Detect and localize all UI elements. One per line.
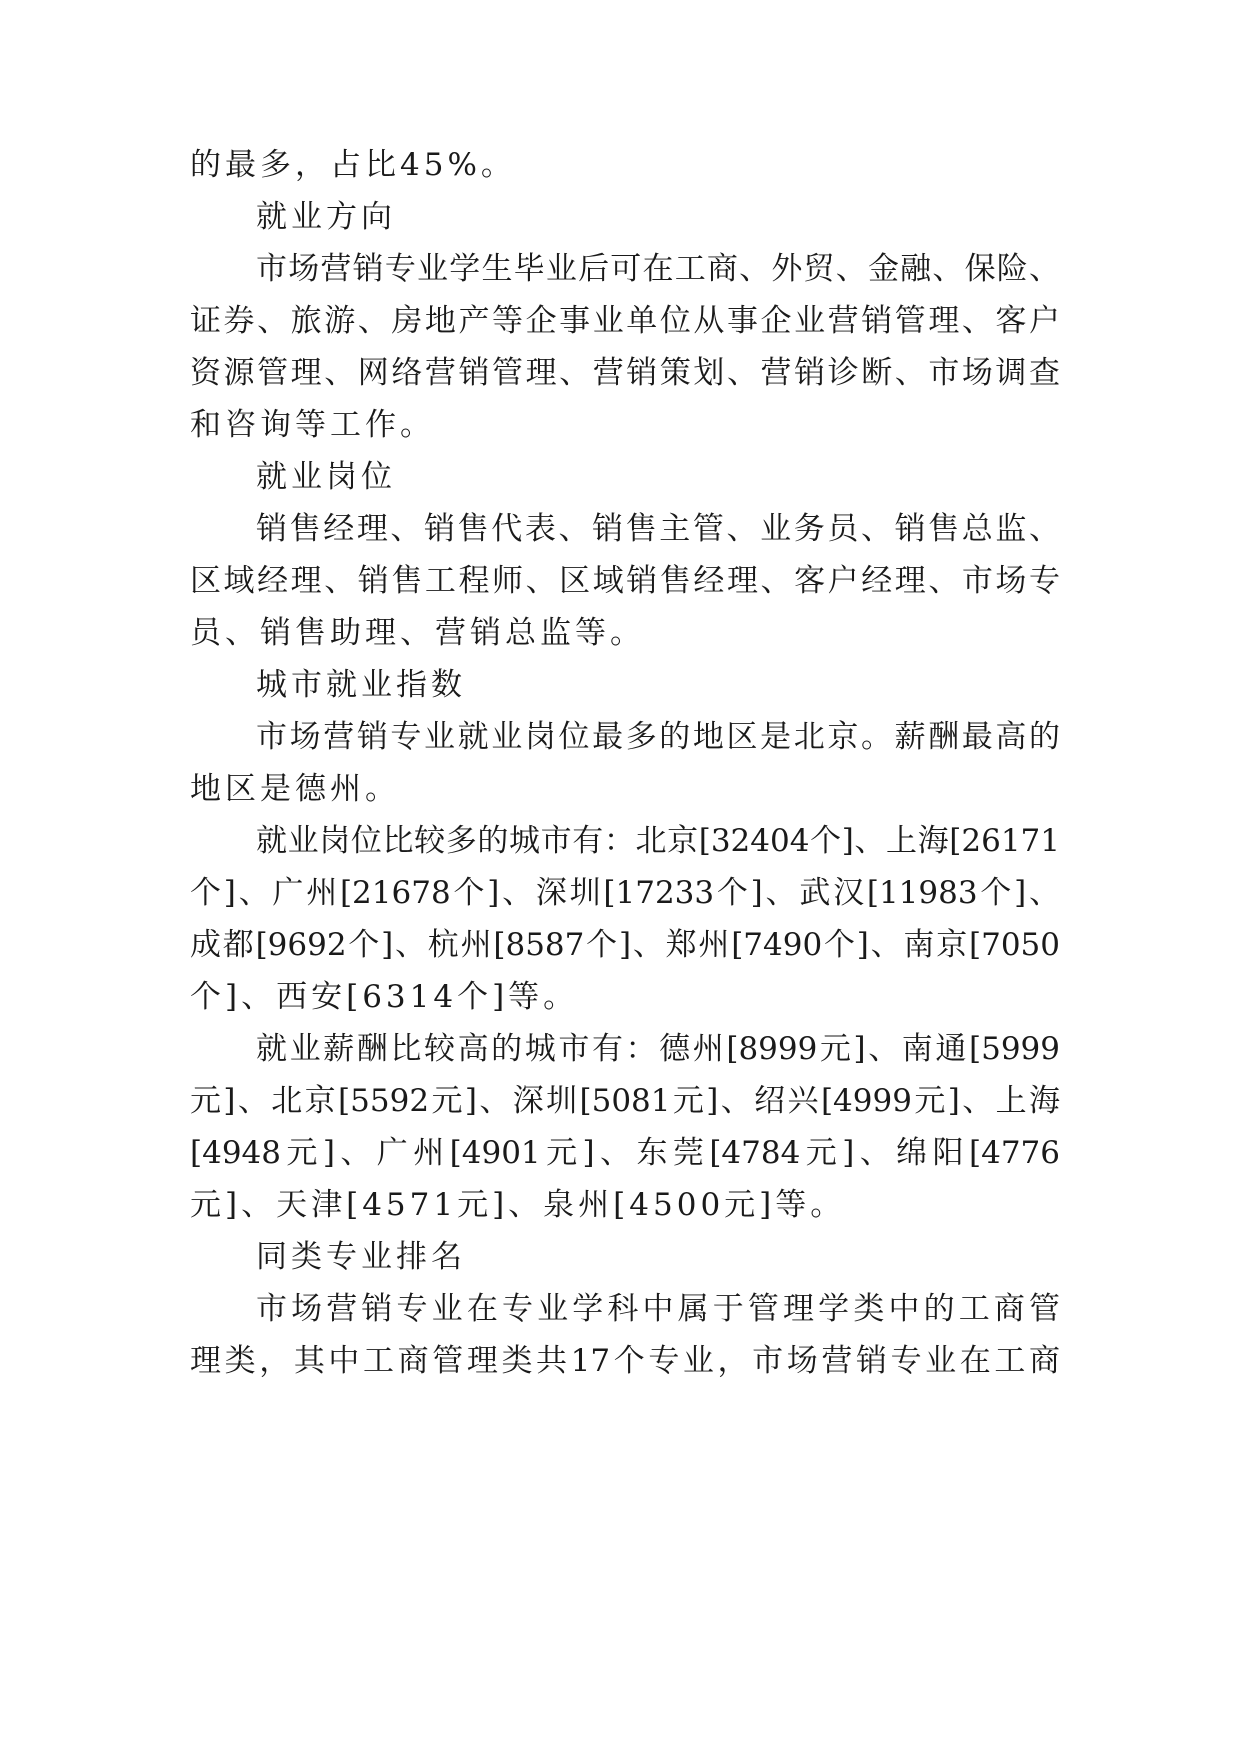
paragraph-line: 区域经理、销售工程师、区域销售经理、客户经理、市场专 [190, 563, 1060, 599]
paragraph-line: 销售经理、销售代表、销售主管、业务员、销售总监、 [256, 511, 1060, 547]
section-heading: 就业岗位 [256, 459, 396, 495]
paragraph-line: 证券、旅游、房地产等企事业单位从事企业营销管理、客户 [190, 303, 1060, 339]
paragraph-line: 市场营销专业就业岗位最多的地区是北京。薪酬最高的 [256, 719, 1060, 755]
paragraph-line: 地区是德州。 [190, 771, 400, 807]
paragraph-line: 成都[9692个]、杭州[8587个]、郑州[7490个]、南京[7050 [190, 927, 1060, 963]
paragraph-line: [4948元]、广州[4901元]、东莞[4784元]、绵阳[4776 [190, 1135, 1060, 1171]
paragraph-line: 就业岗位比较多的城市有：北京[32404个]、上海[26171 [256, 823, 1060, 859]
paragraph-line: 元]、北京[5592元]、深圳[5081元]、绍兴[4999元]、上海 [190, 1083, 1060, 1119]
paragraph-line: 个]、西安[6314个]等。 [190, 979, 579, 1015]
paragraph-line: 就业薪酬比较高的城市有：德州[8999元]、南通[5999 [256, 1031, 1060, 1067]
paragraph-line: 市场营销专业在专业学科中属于管理学类中的工商管 [256, 1291, 1060, 1327]
paragraph-line: 的最多，占比45%。 [190, 147, 516, 183]
section-heading: 城市就业指数 [256, 667, 466, 703]
paragraph-line: 个]、广州[21678个]、深圳[17233个]、武汉[11983个]、 [190, 875, 1060, 911]
section-heading: 同类专业排名 [256, 1239, 466, 1275]
paragraph-line: 理类，其中工商管理类共17个专业，市场营销专业在工商 [190, 1343, 1060, 1379]
paragraph-line: 员、销售助理、营销总监等。 [190, 615, 645, 651]
paragraph-line: 资源管理、网络营销管理、营销策划、营销诊断、市场调查 [190, 355, 1060, 391]
paragraph-line: 和咨询等工作。 [190, 407, 435, 443]
paragraph-line: 市场营销专业学生毕业后可在工商、外贸、金融、保险、 [256, 251, 1060, 287]
section-heading: 就业方向 [256, 199, 396, 235]
paragraph-line: 元]、天津[4571元]、泉州[4500元]等。 [190, 1187, 846, 1223]
